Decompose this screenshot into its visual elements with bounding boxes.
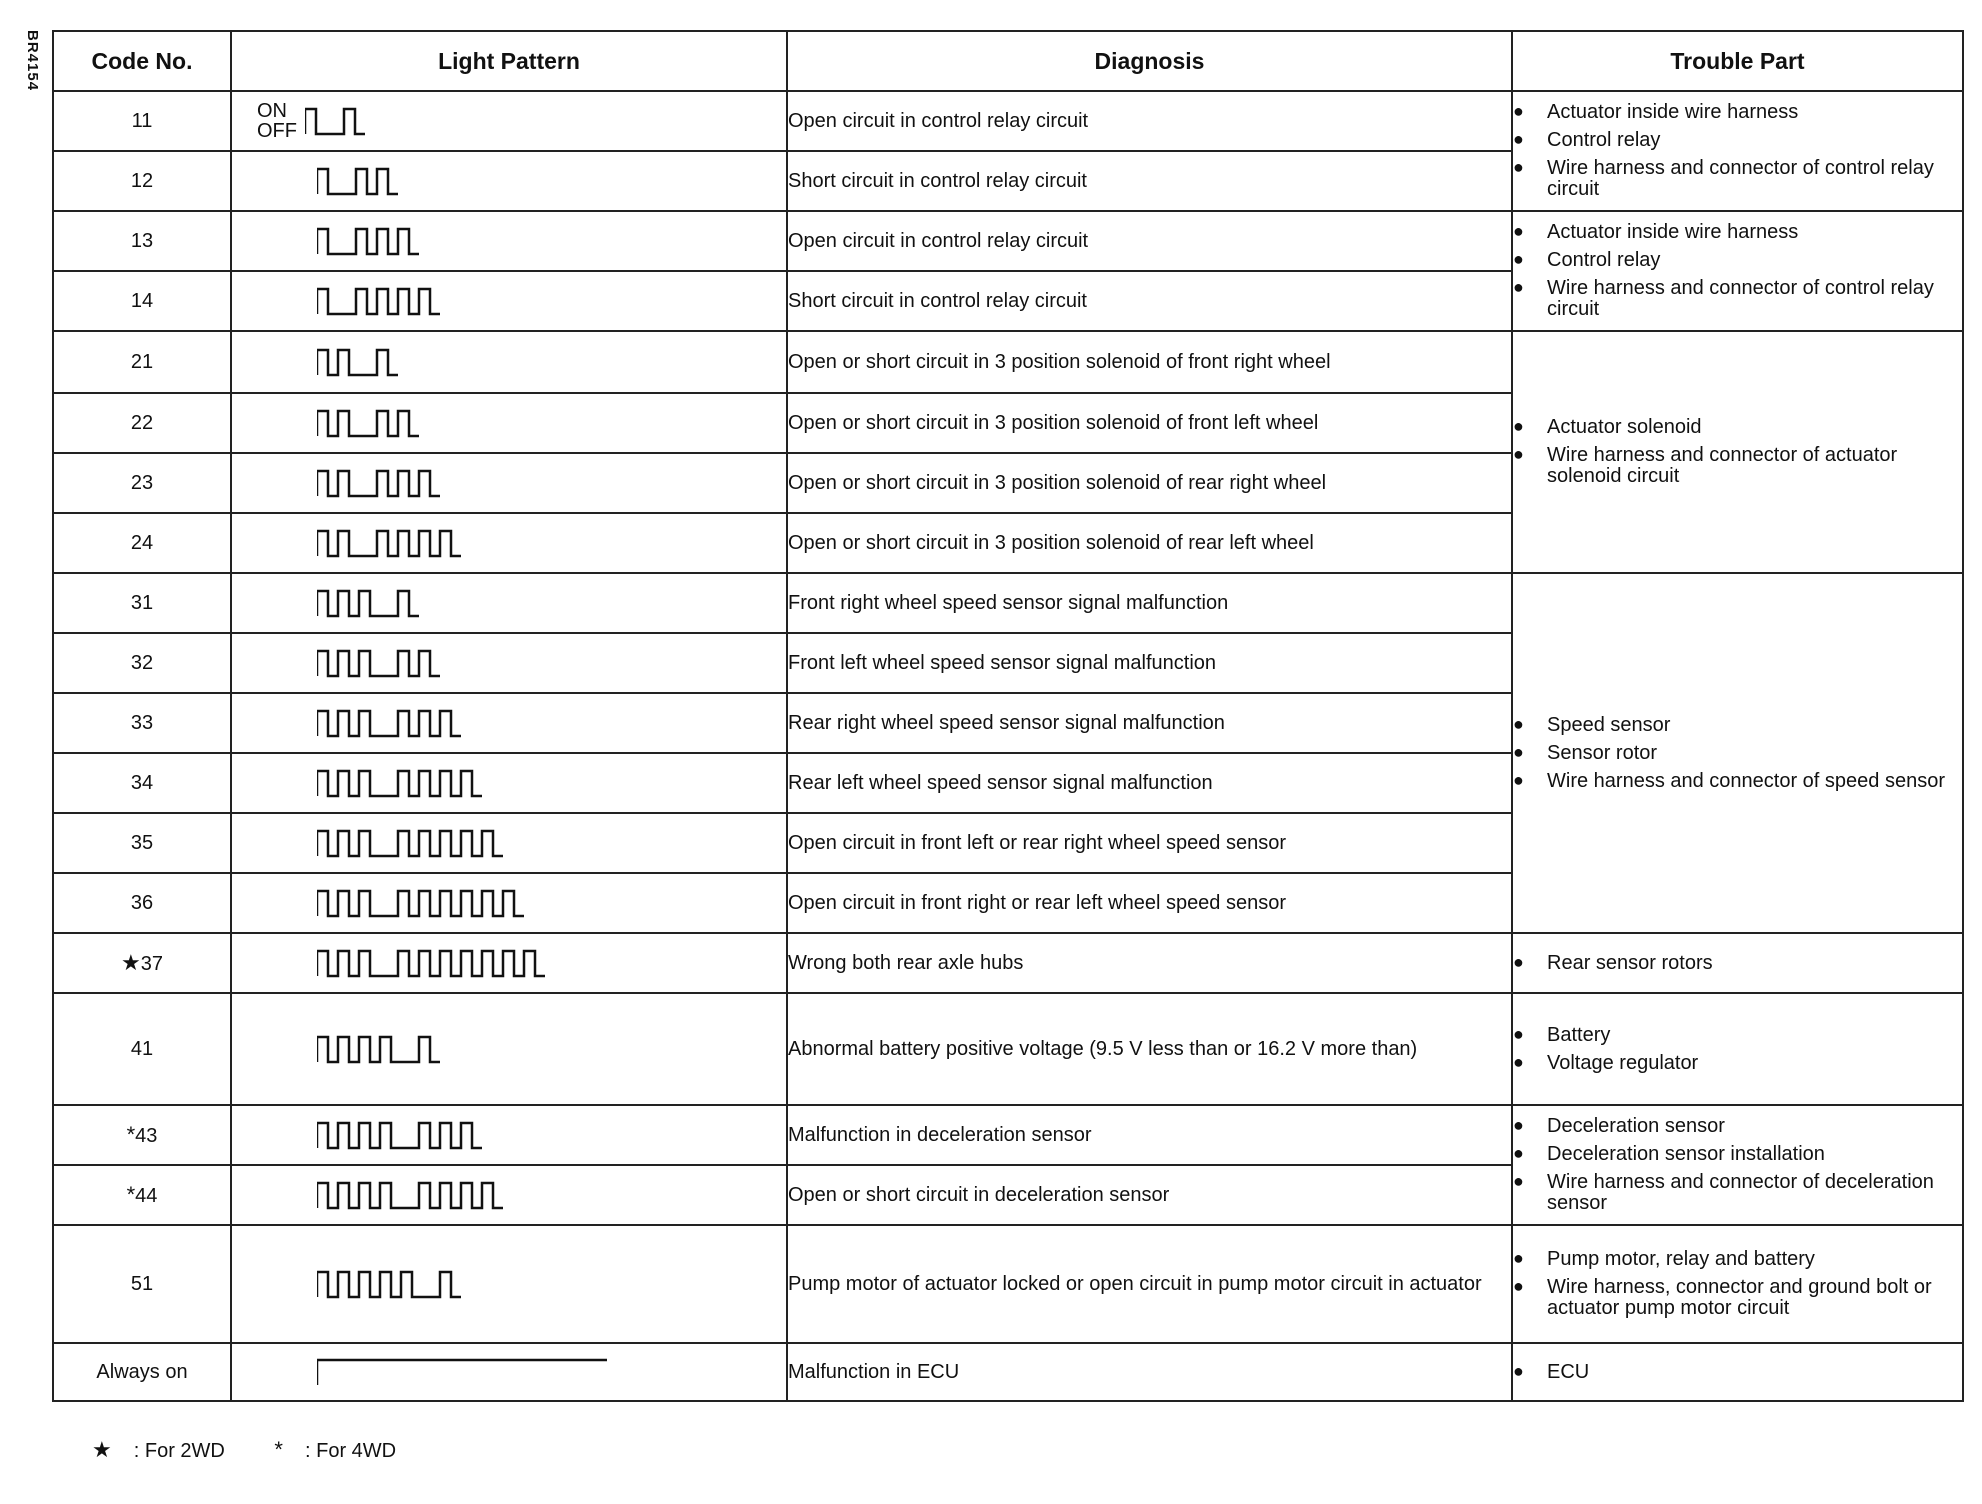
trouble-part-item [1513, 1362, 1962, 1383]
code-cell [53, 211, 231, 271]
bullet-icon: ● [1513, 221, 1524, 241]
code-number: 23 [130, 471, 154, 494]
blink-pattern-line [317, 531, 461, 556]
blink-pattern-line [317, 411, 419, 436]
code-cell [53, 1225, 231, 1343]
blink-pattern-icon [317, 1264, 465, 1304]
trouble-part-item [1513, 771, 1962, 792]
table-row [53, 1105, 1963, 1165]
light-pattern-cell [231, 753, 787, 813]
trouble-part-text: Battery [1547, 1023, 1611, 1046]
blink-pattern-line [317, 1272, 461, 1297]
diagnosis-cell: Open circuit in front right or rear left wheel speed sensor [787, 873, 1512, 933]
trouble-part-text: Actuator solenoid [1547, 416, 1702, 438]
blink-pattern-line [317, 169, 398, 194]
trouble-part-text: Pump motor, relay and battery [1547, 1248, 1815, 1270]
code-cell [53, 753, 231, 813]
trouble-part-item [1513, 417, 1962, 438]
footnote-4wd [274, 1437, 418, 1462]
diagnosis-cell: Wrong both rear axle hubs [787, 933, 1512, 993]
bullet-icon: ● [1513, 1276, 1524, 1296]
bullet-icon: ● [1513, 249, 1524, 269]
trouble-part-item [1513, 1277, 1962, 1319]
light-pattern-cell [231, 993, 787, 1105]
code-number: 35 [130, 831, 154, 854]
diagnosis-cell: Short circuit in control relay circuit [787, 271, 1512, 331]
diagnosis-cell: Open or short circuit in 3 position solenoid of front left wheel [787, 393, 1512, 453]
trouble-part-text: Wire harness and connector of control relay circuit [1547, 277, 1934, 320]
trouble-part-item [1513, 1249, 1962, 1270]
blink-pattern-icon [317, 161, 402, 201]
document-id: BR4154 [24, 30, 41, 92]
code-cell [53, 393, 231, 453]
trouble-part-text: ECU [1547, 1360, 1590, 1383]
light-pattern-cell [231, 271, 787, 331]
star-mark: ★ [92, 1437, 112, 1462]
blink-pattern-icon [317, 221, 423, 261]
trouble-part-cell [1512, 91, 1963, 211]
light-pattern-cell [231, 693, 787, 753]
blink-pattern-icon [317, 883, 528, 923]
light-pattern-cell [231, 393, 787, 453]
trouble-part-item [1513, 102, 1962, 123]
table-header-row [53, 31, 1963, 91]
light-pattern-cell [231, 1225, 787, 1343]
trouble-part-text: Sensor rotor [1547, 741, 1658, 764]
trouble-part-item [1513, 715, 1962, 736]
code-number: 51 [130, 1272, 154, 1295]
trouble-part-item [1513, 1172, 1962, 1214]
header-code: Code No. [53, 31, 231, 91]
table-row [53, 91, 1963, 151]
trouble-part-cell [1512, 211, 1963, 331]
blink-pattern-line [317, 471, 440, 496]
trouble-part-text: Wire harness, connector and ground bolt or actuator pump motor circuit [1547, 1276, 1932, 1319]
code-cell [53, 91, 231, 151]
footnote-4wd-text: : For 4WD [304, 1440, 397, 1462]
blink-pattern-icon [317, 1175, 507, 1215]
trouble-part-text: Control relay [1547, 129, 1661, 151]
trouble-part-text: Deceleration sensor [1547, 1115, 1725, 1137]
blink-pattern-line [317, 1123, 482, 1148]
blink-pattern-line [317, 591, 419, 616]
table-body [53, 91, 1963, 1401]
diagnosis-cell: Open circuit in control relay circuit [787, 91, 1512, 151]
blink-pattern-icon [317, 1352, 613, 1392]
code-number: Always on [96, 1360, 188, 1383]
light-pattern-cell [231, 633, 787, 693]
code-cell [53, 693, 231, 753]
diagnosis-cell: Malfunction in ECU [787, 1343, 1512, 1401]
code-number: 43 [135, 1125, 158, 1147]
code-cell [53, 1343, 231, 1401]
code-number: 12 [130, 169, 154, 192]
code-number: 32 [130, 651, 154, 674]
header-light-pattern: Light Pattern [231, 31, 787, 91]
blink-pattern-line [317, 1037, 440, 1062]
trouble-part-text: Wire harness and connector of deceleration sensor [1547, 1171, 1934, 1214]
light-pattern-cell [231, 1165, 787, 1225]
light-pattern-cell [231, 573, 787, 633]
code-cell [53, 1165, 231, 1225]
code-cell [53, 813, 231, 873]
code-number: 33 [130, 711, 154, 734]
trouble-part-text: Actuator inside wire harness [1547, 101, 1799, 123]
code-cell [53, 993, 231, 1105]
trouble-part-text: Wire harness and connector of actuator solenoid circuit [1547, 444, 1898, 487]
light-pattern-cell [231, 1105, 787, 1165]
bullet-icon: ● [1513, 444, 1524, 464]
trouble-part-item [1513, 250, 1962, 271]
code-number: 36 [130, 891, 154, 914]
blink-pattern-icon [317, 342, 402, 382]
bullet-icon: ● [1513, 1360, 1524, 1381]
trouble-part-cell [1512, 933, 1963, 993]
code-cell [53, 151, 231, 211]
blink-pattern-line [317, 651, 440, 676]
bullet-icon: ● [1513, 1171, 1524, 1191]
code-number: 37 [140, 953, 163, 975]
light-pattern-cell [231, 873, 787, 933]
code-cell [53, 513, 231, 573]
blink-pattern-line [317, 831, 503, 856]
code-cell [53, 453, 231, 513]
trouble-part-text: Wire harness and connector of speed sensor [1547, 769, 1945, 792]
bullet-icon: ● [1513, 157, 1524, 177]
bullet-icon: ● [1513, 277, 1524, 297]
trouble-part-text: Deceleration sensor installation [1547, 1143, 1825, 1165]
diagnosis-cell: Malfunction in deceleration sensor [787, 1105, 1512, 1165]
code-number: 22 [130, 411, 154, 434]
diagnosis-cell: Front left wheel speed sensor signal malfunction [787, 633, 1512, 693]
blink-pattern-icon [317, 643, 444, 683]
table-row [53, 211, 1963, 271]
code-cell [53, 331, 231, 393]
code-cell [53, 573, 231, 633]
blink-pattern-line [317, 771, 482, 796]
code-cell [53, 271, 231, 331]
bullet-icon: ● [1513, 1248, 1524, 1268]
blink-pattern-icon [317, 463, 444, 503]
trouble-part-text: Wire harness and connector of control relay circuit [1547, 157, 1934, 200]
code-number: 34 [130, 771, 154, 794]
code-mark: ★ [121, 950, 141, 975]
trouble-part-item [1513, 1116, 1962, 1137]
diagnosis-cell: Rear right wheel speed sensor signal malfunction [787, 693, 1512, 753]
trouble-part-text: Rear sensor rotors [1547, 951, 1713, 974]
blink-pattern-icon [317, 583, 423, 623]
code-cell [53, 933, 231, 993]
blink-pattern-icon [317, 1115, 486, 1155]
code-number: 21 [130, 350, 154, 373]
bullet-icon: ● [1513, 101, 1524, 121]
trouble-part-text: Speed sensor [1547, 713, 1671, 736]
blink-pattern-line [317, 711, 461, 736]
footnote-2wd-text: : For 2WD [133, 1440, 225, 1462]
blink-pattern-icon [317, 703, 465, 743]
code-cell [53, 1105, 231, 1165]
blink-pattern-icon [317, 1029, 444, 1069]
trouble-part-item [1513, 1053, 1962, 1074]
trouble-part-text: Control relay [1547, 249, 1661, 271]
bullet-icon: ● [1513, 1115, 1524, 1135]
diagnosis-cell: Front right wheel speed sensor signal malfunction [787, 573, 1512, 633]
code-number: 14 [130, 289, 154, 312]
code-cell [53, 873, 231, 933]
on-label: ON [257, 100, 287, 122]
blink-pattern-line [317, 229, 419, 254]
trouble-part-cell [1512, 573, 1963, 933]
blink-pattern-icon [317, 403, 423, 443]
bullet-icon: ● [1513, 1023, 1524, 1044]
diagnosis-cell: Open or short circuit in deceleration sensor [787, 1165, 1512, 1225]
bullet-icon: ● [1513, 713, 1524, 734]
trouble-part-cell [1512, 1343, 1963, 1401]
blink-pattern-icon [317, 281, 444, 321]
diagnosis-cell: Open or short circuit in 3 position solenoid of front right wheel [787, 331, 1512, 393]
diagnosis-cell: Open circuit in front left or rear right wheel speed sensor [787, 813, 1512, 873]
blink-pattern-line [317, 891, 524, 916]
trouble-part-item [1513, 953, 1962, 974]
asterisk-mark: * [274, 1437, 283, 1462]
trouble-part-item [1513, 278, 1962, 320]
blink-pattern-line [317, 1360, 607, 1385]
diagnostic-code-table [52, 30, 1964, 1402]
trouble-part-cell [1512, 993, 1963, 1105]
diagnosis-cell: Abnormal battery positive voltage (9.5 V less than or 16.2 V more than) [787, 993, 1512, 1105]
blink-pattern-line [305, 109, 365, 134]
code-number: 24 [130, 531, 154, 554]
blink-pattern-icon [317, 823, 507, 863]
diagnosis-cell: Open or short circuit in 3 position solenoid of rear left wheel [787, 513, 1512, 573]
footnote-2wd [92, 1437, 247, 1462]
trouble-part-text: Actuator inside wire harness [1547, 221, 1799, 243]
trouble-part-cell [1512, 1225, 1963, 1343]
bullet-icon: ● [1513, 129, 1524, 149]
footnote [92, 1437, 440, 1463]
code-mark: * [126, 1122, 136, 1147]
diagnosis-cell: Pump motor of actuator locked or open circuit in pump motor circuit in actuator [787, 1225, 1512, 1343]
header-trouble-part: Trouble Part [1512, 31, 1963, 91]
bullet-icon: ● [1513, 741, 1524, 762]
bullet-icon: ● [1513, 769, 1524, 790]
code-number: 41 [130, 1037, 154, 1060]
blink-pattern-icon [317, 943, 549, 983]
code-number: 31 [130, 591, 154, 614]
off-label: OFF [257, 120, 297, 142]
code-number: 44 [135, 1185, 158, 1207]
bullet-icon: ● [1513, 951, 1524, 972]
table-row [53, 993, 1963, 1105]
light-pattern-cell [231, 1343, 787, 1401]
trouble-part-cell [1512, 331, 1963, 573]
blink-pattern-line [317, 1183, 503, 1208]
light-pattern-cell [231, 91, 787, 151]
trouble-part-item [1513, 1144, 1962, 1165]
blink-pattern-line [317, 289, 440, 314]
diagnosis-cell: Open circuit in control relay circuit [787, 211, 1512, 271]
blink-pattern-icon [305, 101, 369, 141]
diagnosis-cell: Short circuit in control relay circuit [787, 151, 1512, 211]
light-pattern-cell [231, 933, 787, 993]
code-cell [53, 633, 231, 693]
table-row [53, 1343, 1963, 1401]
diagnosis-cell: Rear left wheel speed sensor signal malfunction [787, 753, 1512, 813]
bullet-icon: ● [1513, 416, 1524, 436]
bullet-icon: ● [1513, 1143, 1524, 1163]
light-pattern-cell [231, 453, 787, 513]
light-pattern-cell [231, 331, 787, 393]
blink-pattern-line [317, 951, 545, 976]
light-pattern-cell [231, 151, 787, 211]
header-diagnosis: Diagnosis [787, 31, 1512, 91]
table-row [53, 331, 1963, 393]
diagnosis-cell: Open or short circuit in 3 position solenoid of rear right wheel [787, 453, 1512, 513]
trouble-part-cell [1512, 1105, 1963, 1225]
light-pattern-cell [231, 813, 787, 873]
table-row [53, 573, 1963, 633]
light-pattern-cell [231, 513, 787, 573]
blink-pattern-icon [317, 763, 486, 803]
light-pattern-cell [231, 211, 787, 271]
code-number: 11 [131, 109, 153, 132]
code-mark: * [126, 1182, 136, 1207]
table-row [53, 1225, 1963, 1343]
trouble-part-item [1513, 158, 1962, 200]
blink-pattern-icon [317, 523, 465, 563]
blink-pattern-line [317, 350, 398, 375]
trouble-part-item [1513, 130, 1962, 151]
trouble-part-item [1513, 743, 1962, 764]
bullet-icon: ● [1513, 1051, 1524, 1072]
trouble-part-text: Voltage regulator [1547, 1051, 1699, 1074]
trouble-part-item [1513, 445, 1962, 487]
table-row [53, 933, 1963, 993]
code-number: 13 [130, 229, 154, 252]
trouble-part-item [1513, 1025, 1962, 1046]
trouble-part-item [1513, 222, 1962, 243]
